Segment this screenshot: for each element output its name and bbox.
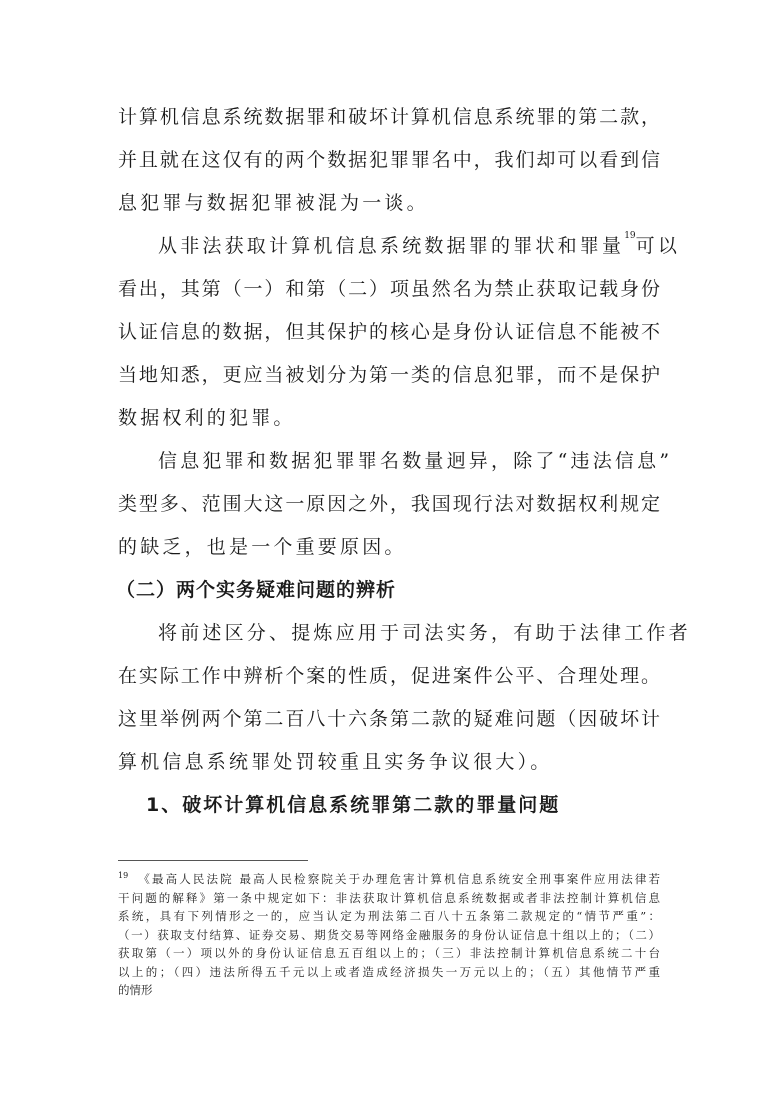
text-line: 类型多、范围大这一原因之外，我国现行法对数据权利规定 (118, 493, 660, 515)
text-line: 的缺乏，也是一个重要原因。 (118, 536, 407, 558)
footnote-line (118, 870, 660, 889)
footnote-line: 系统，具有下列情形之一的，应当认定为刑法第二百八十五条第二款规定的“情节严重”： (118, 909, 660, 923)
footnote-text: 《最高人民法院 最高人民检察院关于办理危害计算机信息系统安全刑事案件应用法律若 (136, 872, 660, 886)
text-line: 看出，其第（一）和第（二）项虽然名为禁止获取记载身份 (118, 278, 660, 300)
footnote-line: 的情形 (118, 983, 153, 997)
main-text (116, 96, 691, 827)
text-line: 并且就在这仅有的两个数据犯罪罪名中，我们却可以看到信 (118, 149, 660, 171)
text-fragment: 可以 (635, 235, 681, 257)
text-line: 算机信息系统罪处罚较重且实务争议很大）。 (118, 751, 553, 773)
text-line: 当地知悉，更应当被划分为第一类的信息犯罪，而不是保护 (118, 364, 660, 386)
footnote-line: （一）获取支付结算、证券交易、期货交易等网络金融服务的身份认证信息十组以上的；（二） (118, 927, 660, 942)
footnote-mark: 19 (118, 871, 129, 880)
text-fragment: 从非法获取计算机信息系统数据罪的罪状和罪量 (158, 235, 625, 257)
text-line: 计算机信息系统数据罪和破坏计算机信息系统罪的第二款， (118, 106, 660, 128)
footnote-separator (118, 860, 308, 861)
text-line: 认证信息的数据，但其保护的核心是身份认证信息不能被不 (118, 321, 660, 343)
text-line: 在实际工作中辨析个案的性质，促进案件公平、合理处理。 (118, 665, 660, 687)
footnote-line: 以上的；（四）违法所得五千元以上或者造成经济损失一万元以上的；（五）其他情节严重 (118, 964, 660, 979)
section-heading: （二）两个实务疑难问题的辨析 (116, 579, 397, 601)
text-line: 息犯罪与数据犯罪被混为一谈。 (118, 192, 429, 214)
text-line: 信息犯罪和数据犯罪罪名数量迥异，除了“违法信息” (158, 450, 673, 472)
subsection-heading: 1、破坏计算机信息系统罪第二款的罪量问题 (146, 794, 561, 816)
text-line: 将前述区分、提炼应用于司法实务，有助于法律工作者 (158, 622, 691, 644)
footnote-line: 获取第（一）项以外的身份认证信息五百组以上的；（三）非法控制计算机信息系统二十台 (118, 946, 660, 960)
footnote-ref[interactable]: 19 (624, 231, 636, 241)
footnote (118, 870, 660, 1000)
text-line: 数据权利的犯罪。 (118, 407, 296, 429)
text-line (118, 225, 681, 268)
text-line: 这里举例两个第二百八十六条第二款的疑难问题（因破坏计 (118, 708, 660, 730)
footnote-line: 干问题的解释》第一条中规定如下：非法获取计算机信息系统数据或者非法控制计算机信息 (118, 890, 660, 905)
